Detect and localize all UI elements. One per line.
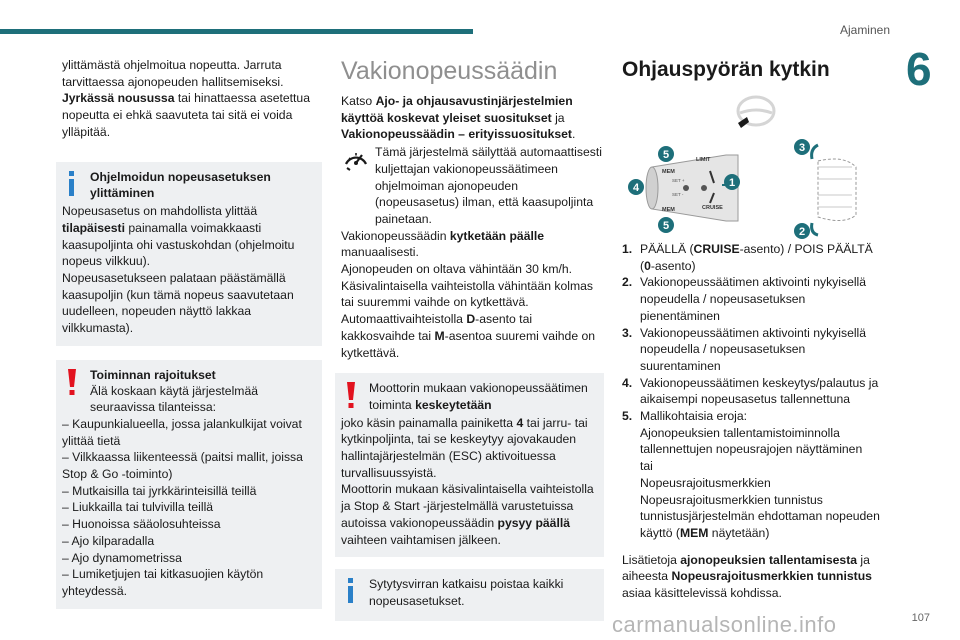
info-box: [56, 162, 322, 346]
column-left: [62, 57, 322, 609]
label-mem: MEM: [662, 169, 675, 175]
paragraph: Nopeusasetukseen palataan päästämällä kaasupoljin (kun tämä nopeus saavutetaan uudelleen, nopeuden näyttö lakkaa vilkkumasta).: [62, 271, 294, 336]
numbered-list: [622, 241, 884, 542]
svg-text:5: 5: [662, 220, 670, 232]
svg-text:3: 3: [798, 142, 806, 154]
paragraph: Älä koskaan käytä järjestelmää seuraavissa tilanteissa:: [90, 383, 259, 415]
list-item: – Liukkailla tai tulvivilla teillä: [62, 500, 214, 515]
list-item: 5. Mallikohtaisia eroja: Ajonopeuksien tallentamistoiminnolla tallennettujen nopeusrajojen näyttäminen tai Nopeusrajoitusmerkkien Nopeusrajoitusmerkkien tunnistus tunnistusjärjestelmän ehdottaman nopeuden käyttö (MEM näytetään): [622, 409, 880, 540]
column-middle: [341, 57, 604, 621]
section-title: Vakionopeussäädin: [341, 57, 558, 85]
list-item: – Ajo dynamometrissa: [62, 550, 182, 565]
callout-4: [628, 179, 644, 195]
info-icon: [341, 576, 369, 611]
callout-1: [724, 174, 740, 190]
label-cruise: CRUISE: [702, 205, 723, 211]
label-limit: LIMIT: [696, 157, 711, 163]
svg-text:2: 2: [798, 226, 806, 238]
list-item: – Mutkaisilla tai jyrkkärinteisillä teillä: [62, 483, 257, 498]
section-title: Ohjauspyörän kytkin: [622, 58, 830, 81]
cruise-control-icon: [341, 144, 375, 228]
paragraph: Käsivalintaisella vaihteistolla vähintään kolmas tai suuremmi vaihde on kytkettävä.: [341, 278, 594, 310]
paragraph: Ajonopeuden on oltava vähintään 30 km/h.: [341, 262, 573, 277]
list-item: – Ajo kilparadalla: [62, 533, 155, 548]
list-item: 3. Vakionopeussäätimen aktivointi nykyisellä nopeudella / nopeusasetuksen suurentaminen: [622, 325, 867, 373]
warning-box: [335, 373, 604, 557]
svg-text:4: 4: [632, 182, 640, 194]
warning-box-title: Toiminnan rajoitukset: [90, 367, 216, 382]
paragraph: Sytytysvirran katkaisu poistaa kaikki nopeusasetukset.: [369, 577, 564, 608]
callout-5: [658, 146, 674, 162]
list-item: 4. Vakionopeussäätimen keskeytys/palautus ja aikaisempi nopeusasetus tallennettuna: [622, 375, 879, 407]
svg-text:SET +: SET +: [672, 178, 685, 183]
callout-3: [794, 139, 810, 155]
paragraph: Nopeusasetus on mahdollista ylittää tilapäisesti painamalla voimakkaasti kaasupoljinta ohi vastuskohdan (ohjelmoitu nopeus vilkkuu).: [62, 204, 295, 269]
warning-icon: [62, 367, 90, 416]
paragraph: ylittämästä ohjelmoitua nopeutta. Jarruta tarvittaessa ajonopeuden hallitsemiseksi.: [62, 58, 284, 89]
paragraph: Vakionopeussäädin kytketään päälle manuaalisesti.: [341, 228, 545, 260]
paragraph: Katso Ajo- ja ohjausavustinjärjestelmien käyttöä koskevat yleiset suositukset ja Vakionopeussäädin – erityissuositukset.: [341, 94, 576, 142]
info-box-title: Ohjelmoidun nopeusasetuksen ylittäminen: [90, 169, 271, 201]
steering-wheel-icon: [734, 93, 778, 133]
svg-text:1: 1: [728, 177, 736, 189]
list-item: – Vilkkaassa liikenteessä (paitsi mallit, joissa Stop & Go -toiminto): [62, 450, 303, 482]
list-item: 1. PÄÄLLÄ (CRUISE-asento) / POIS PÄÄLTÄ (0-asento): [622, 242, 873, 273]
callout-2: [794, 223, 810, 239]
paragraph: joko käsin painamalla painiketta 4 tai jarru- tai kytkinpoljinta, tai se keskeytyy ajovakauden hallintajärjestelmän (ESC) aktivoituessa turvallisuussyistä.: [341, 415, 588, 480]
info-box: [335, 569, 604, 621]
chapter-number: 6: [906, 43, 932, 95]
list-item: – Kaupunkialueella, jossa jalankulkijat voivat ylittää tietä: [62, 416, 302, 448]
info-icon: [62, 169, 90, 204]
top-accent-bar: [0, 29, 473, 34]
watermark: carmanualsonline.info: [612, 612, 837, 637]
paragraph: Lisätietoja ajonopeuksien tallentamisesta ja aiheesta Nopeusrajoitusmerkkien tunnistus asiaa käsittelevissä kohdissa.: [622, 552, 872, 601]
paragraph: Automaattivaihteistolla D-asento tai kakkosvaihde tai M-asentoa suuremi vaihde on kytkettävä.: [341, 312, 596, 360]
column-right: [622, 57, 884, 601]
label-mem-2: MEM: [662, 207, 675, 213]
warning-icon: [341, 380, 369, 415]
svg-text:5: 5: [662, 149, 670, 161]
list-item: – Lumiketjujen tai kitkasuojien käytön yhteydessä.: [62, 567, 264, 598]
paragraph: Jyrkässä nousussa tai hinattaessa asetettua nopeutta ei ehkä saavuteta tai sitä ei voida ylläpitää.: [62, 91, 310, 139]
list-item: – Huonoissa sääolosuhteissa: [62, 517, 221, 532]
list-item: 2. Vakionopeussäätimen aktivointi nykyisellä nopeudella / nopeusasetuksen pienentäminen: [622, 275, 867, 323]
page-number: 107: [911, 612, 930, 624]
paragraph: Moottorin mukaan vakionopeussäätimen toiminta keskeytetään: [369, 381, 588, 412]
warning-box: [56, 360, 322, 609]
svg-text:SET -: SET -: [672, 192, 684, 197]
paragraph: Tämä järjestelmä säilyttää automaattisesti kuljettajan vakionopeussäätimeen ohjelmoiman ajonopeuden (nopeusasetus) ilman, että kaasupoljinta painetaan.: [375, 145, 602, 226]
section-header: Ajaminen: [839, 23, 890, 37]
callout-5b: [658, 217, 674, 233]
switch-diagram: [622, 139, 884, 239]
paragraph: Moottorin mukaan käsivalintaisella vaihteistolla ja Stop & Start -järjestelmällä varustetuissa autoissa vakionopeussäädin pysyy päällä vaihteen vaihtamisen jälkeen.: [341, 482, 594, 547]
